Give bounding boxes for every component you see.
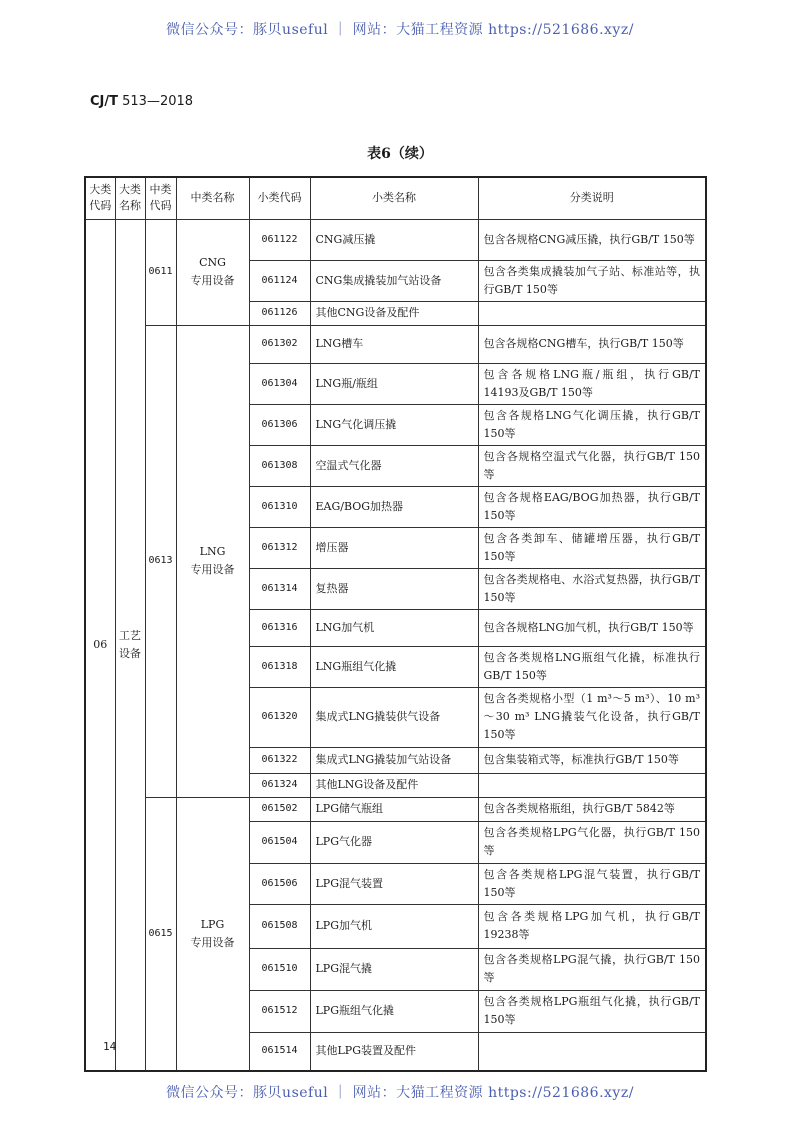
description-cell: 包含各规格空温式气化器，执行GB/T 150等 bbox=[478, 445, 706, 486]
minor-name-cell: 增压器 bbox=[310, 527, 478, 568]
middle-code-cell: 0613 bbox=[145, 325, 176, 797]
minor-name-cell: LPG储气瓶组 bbox=[310, 797, 478, 821]
major-code-cell: 06 bbox=[85, 219, 115, 1071]
description-cell bbox=[478, 1032, 706, 1071]
minor-code-cell: 061316 bbox=[249, 609, 310, 646]
major-name-cell: 工艺设备 bbox=[115, 219, 145, 1071]
minor-name-cell: 集成式LNG撬装供气设备 bbox=[310, 687, 478, 747]
minor-name-cell: LNG瓶组气化撬 bbox=[310, 646, 478, 687]
minor-name-cell: CNG集成撬装加气站设备 bbox=[310, 260, 478, 301]
watermark-bottom: 微信公众号：豚贝useful ｜ 网站：大猫工程资源 https://521686.xyz/ bbox=[166, 1085, 634, 1101]
minor-name-cell: 其他LPG装置及配件 bbox=[310, 1032, 478, 1071]
middle-code-cell: 0615 bbox=[145, 797, 176, 1071]
minor-code-cell: 061504 bbox=[249, 821, 310, 863]
minor-code-cell: 061320 bbox=[249, 687, 310, 747]
description-cell: 包含各规格EAG/BOG加热器，执行GB/T 150等 bbox=[478, 486, 706, 527]
description-cell: 包含各类规格小型（1 m³～5 m³）、10 m³～30 m³ LNG撬装气化设备，执行GB/T 150等 bbox=[478, 687, 706, 747]
minor-code-cell: 061510 bbox=[249, 948, 310, 990]
table-row bbox=[85, 797, 706, 821]
middle-name-line1: CNG bbox=[199, 256, 226, 269]
middle-name-cell bbox=[176, 325, 249, 797]
minor-code-cell: 061322 bbox=[249, 747, 310, 773]
minor-name-cell: LNG气化调压撬 bbox=[310, 404, 478, 445]
col-header-description: 分类说明 bbox=[478, 177, 706, 219]
col-header-middle-name: 中类名称 bbox=[176, 177, 249, 219]
minor-name-cell: LPG气化器 bbox=[310, 821, 478, 863]
col-header-major-code: 大类代码 bbox=[85, 177, 115, 219]
description-cell: 包含各规格LNG气化调压撬，执行GB/T 150等 bbox=[478, 404, 706, 445]
minor-name-cell: LPG混气装置 bbox=[310, 863, 478, 904]
minor-name-cell: LNG槽车 bbox=[310, 325, 478, 363]
description-cell: 包含集装箱式等，标准执行GB/T 150等 bbox=[478, 747, 706, 773]
description-cell: 包含各类集成撬装加气子站、标准站等，执行GB/T 150等 bbox=[478, 260, 706, 301]
minor-code-cell: 061506 bbox=[249, 863, 310, 904]
minor-code-cell: 061310 bbox=[249, 486, 310, 527]
table-title: 表6（续） bbox=[367, 146, 433, 162]
minor-name-cell: 其他CNG设备及配件 bbox=[310, 301, 478, 325]
col-header-middle-code: 中类代码 bbox=[145, 177, 176, 219]
description-cell: 包含各类规格LPG加气机，执行GB/T 19238等 bbox=[478, 904, 706, 948]
minor-code-cell: 061306 bbox=[249, 404, 310, 445]
description-cell: 包含各类规格瓶组，执行GB/T 5842等 bbox=[478, 797, 706, 821]
middle-name-cell bbox=[176, 797, 249, 1071]
middle-code-cell: 0611 bbox=[145, 219, 176, 325]
minor-name-cell: LPG瓶组气化撬 bbox=[310, 990, 478, 1032]
col-header-minor-code: 小类代码 bbox=[249, 177, 310, 219]
middle-name-line2: 专用设备 bbox=[190, 563, 235, 576]
minor-name-cell: 其他LNG设备及配件 bbox=[310, 773, 478, 797]
description-cell: 包含各类规格LPG混气撬，执行GB/T 150等 bbox=[478, 948, 706, 990]
minor-code-cell: 061304 bbox=[249, 363, 310, 404]
minor-code-cell: 061308 bbox=[249, 445, 310, 486]
classification-table bbox=[84, 176, 707, 1072]
col-header-minor-name: 小类名称 bbox=[310, 177, 478, 219]
description-cell bbox=[478, 773, 706, 797]
page-number: 14 bbox=[103, 1040, 117, 1053]
minor-name-cell: LPG加气机 bbox=[310, 904, 478, 948]
minor-code-cell: 061502 bbox=[249, 797, 310, 821]
description-cell: 包含各规格CNG减压撬，执行GB/T 150等 bbox=[478, 219, 706, 260]
minor-name-cell: 空温式气化器 bbox=[310, 445, 478, 486]
middle-name-line2: 专用设备 bbox=[190, 935, 235, 949]
minor-code-cell: 061302 bbox=[249, 325, 310, 363]
minor-code-cell: 061324 bbox=[249, 773, 310, 797]
minor-code-cell: 061312 bbox=[249, 527, 310, 568]
description-cell: 包含各类规格LPG瓶组气化撬，执行GB/T 150等 bbox=[478, 990, 706, 1032]
description-cell: 包含各类规格LPG混气装置，执行GB/T 150等 bbox=[478, 863, 706, 904]
standard-number: 513—2018 bbox=[122, 94, 194, 109]
minor-name-cell: LNG瓶/瓶组 bbox=[310, 363, 478, 404]
minor-name-cell: LNG加气机 bbox=[310, 609, 478, 646]
description-cell: 包含各规格CNG槽车，执行GB/T 150等 bbox=[478, 325, 706, 363]
description-cell: 包含各规格LNG加气机，执行GB/T 150等 bbox=[478, 609, 706, 646]
minor-code-cell: 061508 bbox=[249, 904, 310, 948]
minor-code-cell: 061514 bbox=[249, 1032, 310, 1071]
table-row bbox=[85, 219, 706, 260]
middle-name-line2: 专用设备 bbox=[190, 274, 235, 287]
minor-code-cell: 061512 bbox=[249, 990, 310, 1032]
description-cell: 包含各类规格LNG瓶组气化撬，标准执行GB/T 150等 bbox=[478, 646, 706, 687]
description-cell: 包含各类卸车、储罐增压器，执行GB/T 150等 bbox=[478, 527, 706, 568]
standard-prefix: CJ/T bbox=[90, 94, 118, 109]
minor-name-cell: CNG减压撬 bbox=[310, 219, 478, 260]
description-cell: 包含各类规格电、水浴式复热器，执行GB/T 150等 bbox=[478, 568, 706, 609]
description-cell: 包含各规格LNG瓶/瓶组，执行GB/T 14193及GB/T 150等 bbox=[478, 363, 706, 404]
table-body bbox=[85, 219, 706, 1071]
minor-name-cell: 复热器 bbox=[310, 568, 478, 609]
minor-code-cell: 061122 bbox=[249, 219, 310, 260]
middle-name-line1: LPG bbox=[200, 917, 225, 931]
description-cell bbox=[478, 301, 706, 325]
table-header-row bbox=[85, 177, 706, 219]
minor-code-cell: 061126 bbox=[249, 301, 310, 325]
description-cell: 包含各类规格LPG气化器，执行GB/T 150等 bbox=[478, 821, 706, 863]
minor-name-cell: LPG混气撬 bbox=[310, 948, 478, 990]
minor-code-cell: 061124 bbox=[249, 260, 310, 301]
minor-code-cell: 061318 bbox=[249, 646, 310, 687]
middle-name-line1: LNG bbox=[199, 545, 226, 558]
minor-code-cell: 061314 bbox=[249, 568, 310, 609]
middle-name-cell bbox=[176, 219, 249, 325]
col-header-major-name: 大类名称 bbox=[115, 177, 145, 219]
table-row bbox=[85, 325, 706, 363]
standard-code bbox=[90, 94, 193, 109]
minor-name-cell: 集成式LNG撬装加气站设备 bbox=[310, 747, 478, 773]
minor-name-cell: EAG/BOG加热器 bbox=[310, 486, 478, 527]
watermark-top: 微信公众号：豚贝useful ｜ 网站：大猫工程资源 https://521686.xyz/ bbox=[166, 22, 634, 38]
